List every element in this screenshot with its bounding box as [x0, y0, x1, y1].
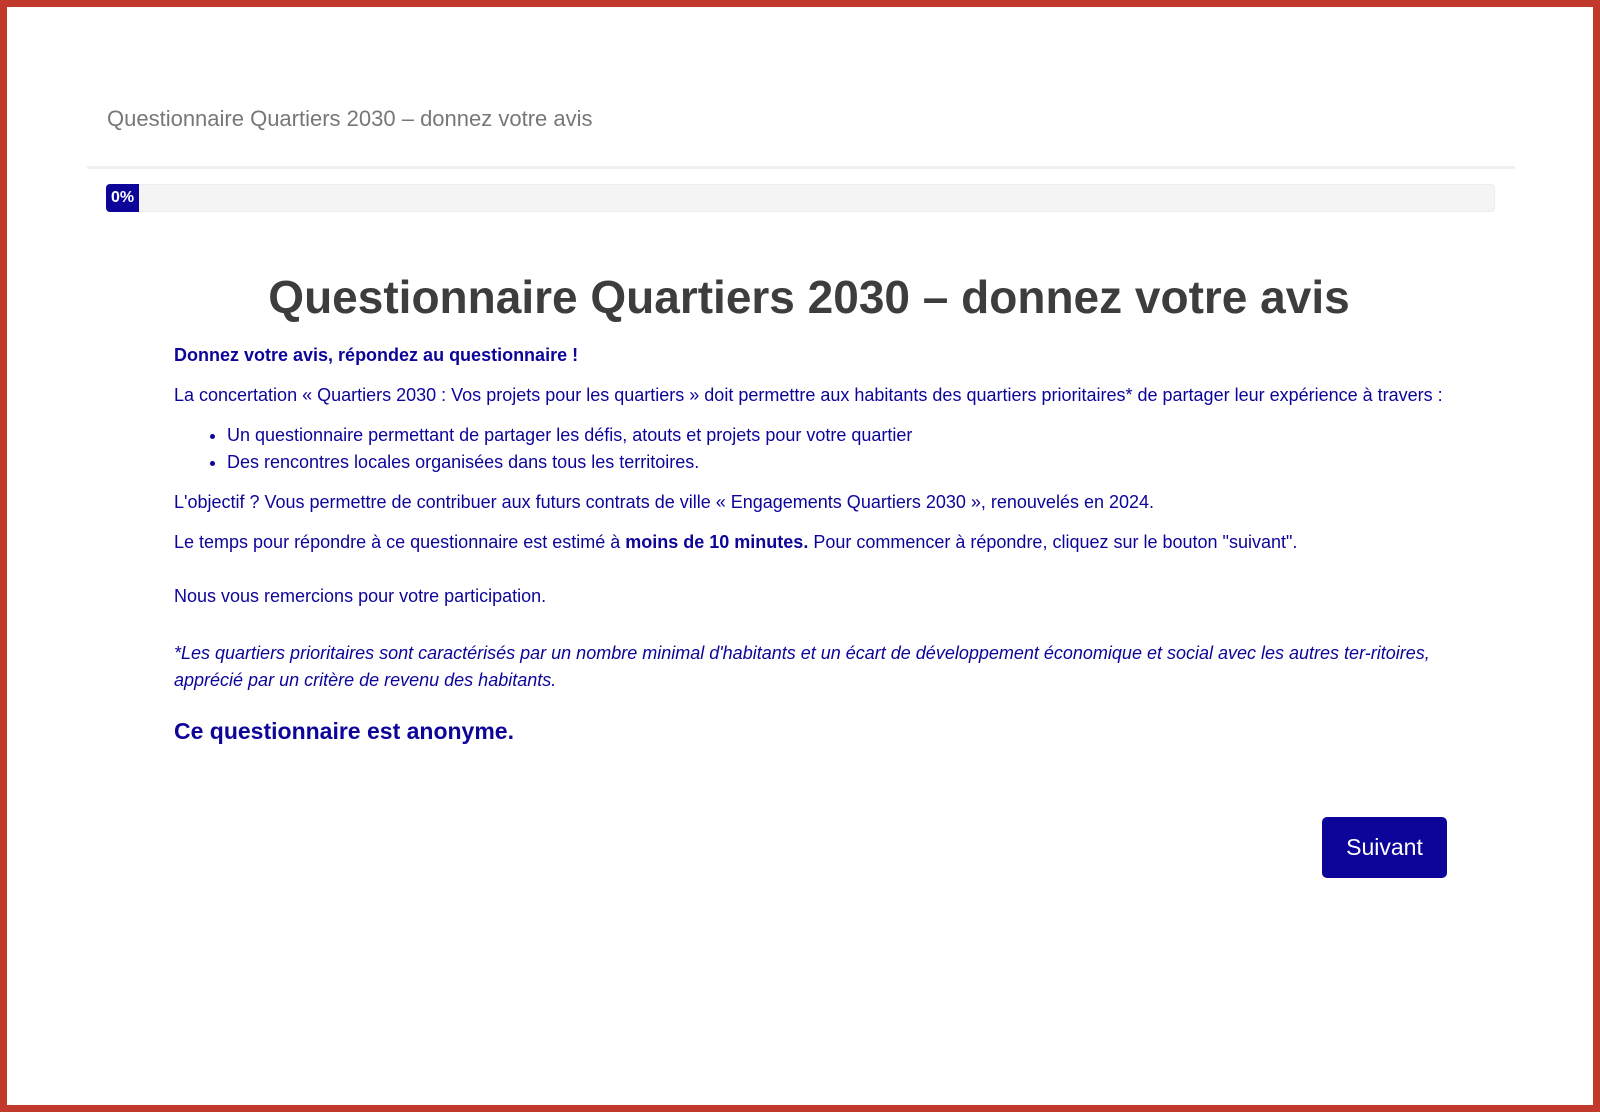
list-item: • Un questionnaire permettant de partager les défis, atouts et projets pour votre quartier	[227, 422, 1444, 449]
progress-label: 0%	[110, 189, 135, 206]
intro-text	[174, 342, 1444, 745]
page-title: Questionnaire Quartiers 2030 – donnez votre avis	[268, 271, 1350, 323]
progress-fill	[106, 184, 139, 212]
progress-bar	[106, 184, 1495, 212]
intro-paragraph: La concertation « Quartiers 2030 : Vos projets pour les quartiers » doit permettre aux habitants des quartiers prioritaires* de partager leur expérience à travers :	[174, 385, 1443, 405]
list-item: • Des rencontres locales organisées dans tous les territoires.	[227, 449, 1444, 476]
footnote: *Les quartiers prioritaires sont caractérisés par un nombre minimal d'habitants et un écart de développement économique et social avec les autres ter-ritoires, apprécié par un critère de revenu des habitants.	[174, 643, 1430, 690]
objective-paragraph: L'objectif ? Vous permettre de contribuer aux futurs contrats de ville « Engagements Quartiers 2030 », renouvelés en 2024.	[174, 492, 1155, 512]
site-header	[87, 70, 1515, 169]
next-button[interactable]: Suivant	[1322, 817, 1447, 878]
duration-paragraph	[174, 529, 1444, 556]
lead-text: Donnez votre avis, répondez au questionnaire !	[174, 345, 579, 365]
site-title: Questionnaire Quartiers 2030 – donnez votre avis	[107, 106, 593, 131]
anonymous-notice: Ce questionnaire est anonyme.	[174, 718, 514, 744]
main-content	[174, 270, 1444, 758]
spacer	[174, 569, 1444, 583]
duration-text-after: Pour commencer à répondre, cliquez sur le bouton "suivant".	[808, 532, 1298, 552]
duration-highlight: moins de 10 minutes.	[625, 532, 809, 552]
bullet-list	[174, 422, 1444, 476]
duration-text-before: Le temps pour répondre à ce questionnaire est estimé à	[174, 532, 626, 552]
thanks-text: Nous vous remercions pour votre participation.	[174, 586, 547, 606]
